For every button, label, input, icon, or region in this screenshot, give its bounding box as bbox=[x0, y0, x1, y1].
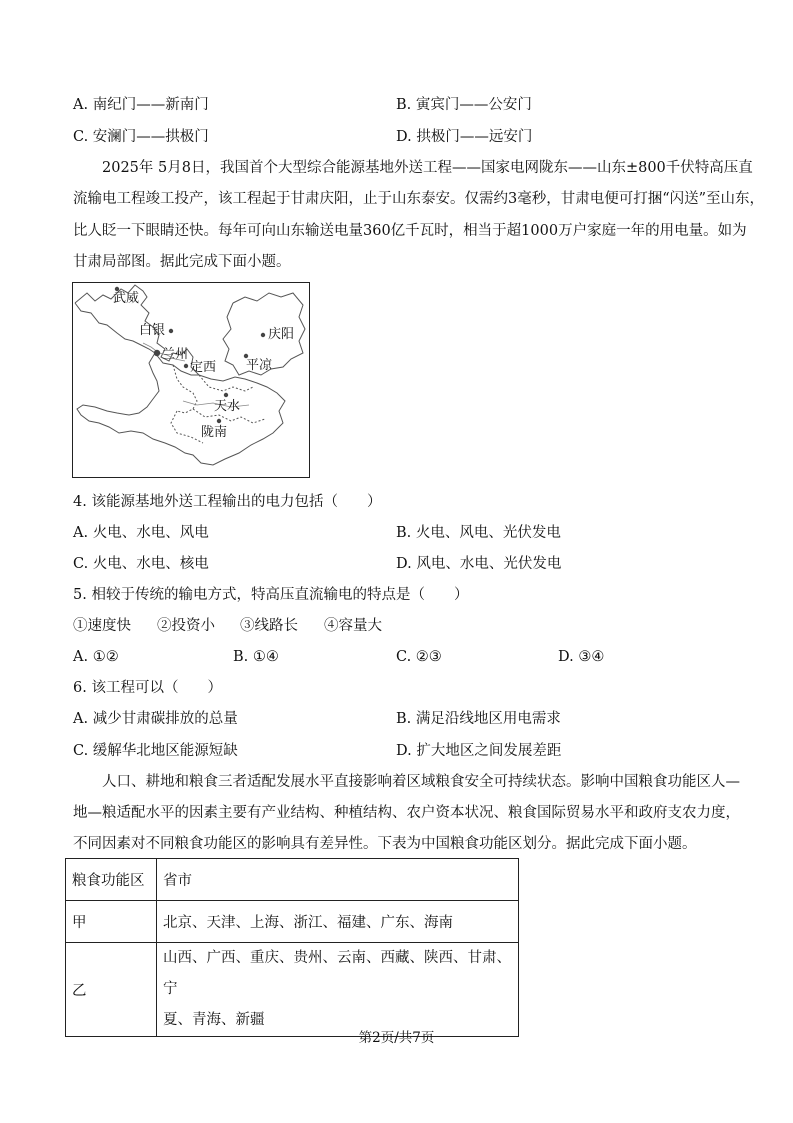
option-text: ①② bbox=[92, 649, 119, 665]
option-key: A. bbox=[73, 525, 89, 541]
prev-option-b bbox=[396, 95, 532, 115]
q5-item-1: ①速度快 bbox=[73, 618, 131, 634]
option-text: 南纪门——新南门 bbox=[92, 97, 209, 113]
option-text: 火电、风电、光伏发电 bbox=[415, 525, 561, 541]
page-footer: 第2页/共7页 bbox=[358, 1030, 435, 1046]
q5-option-c[interactable] bbox=[396, 647, 442, 667]
table-cell-provinces-line1: 北京、天津、上海、浙江、福建、广东、海南 bbox=[163, 915, 453, 931]
city-label-tianshui: 天水 bbox=[214, 399, 241, 414]
passage1-line2: 流输电工程竣工投产，该工程起于甘肃庆阳，止于山东泰安。仅需约3毫秒，甘肃电便可打捆“闪送”至山东， bbox=[73, 191, 765, 207]
option-key: D. bbox=[396, 129, 412, 145]
table-row bbox=[66, 901, 519, 943]
option-key: C. bbox=[73, 743, 89, 759]
q4-option-b[interactable] bbox=[396, 523, 561, 543]
q5-option-b[interactable] bbox=[233, 647, 279, 667]
option-text: ①④ bbox=[252, 649, 279, 665]
option-key: D. bbox=[558, 649, 574, 665]
q6-option-a[interactable] bbox=[73, 709, 238, 729]
option-text: 减少甘肃碳排放的总量 bbox=[92, 711, 238, 727]
city-label-baiyin: 白银 bbox=[139, 323, 166, 338]
q5-item-3: ③线路长 bbox=[240, 618, 298, 634]
q5-item-2: ②投资小 bbox=[157, 618, 215, 634]
q6-option-d[interactable] bbox=[396, 741, 561, 761]
passage2-line2: 地—粮适配水平的因素主要有产业结构、种植结构、农户资本状况、粮食国际贸易水平和政府支农力度， bbox=[73, 805, 740, 821]
option-key: A. bbox=[73, 711, 89, 727]
q5-item-4: ④容量大 bbox=[324, 618, 382, 634]
table-row bbox=[66, 943, 519, 1037]
map-outline bbox=[73, 283, 308, 476]
option-text: 满足沿线地区用电需求 bbox=[415, 711, 561, 727]
table-header-row bbox=[66, 859, 519, 901]
option-key: C. bbox=[73, 129, 89, 145]
q5-option-a[interactable] bbox=[73, 647, 119, 667]
option-key: B. bbox=[396, 711, 412, 727]
option-text: 寅宾门——公安门 bbox=[415, 97, 532, 113]
option-text: 扩大地区之间发展差距 bbox=[416, 743, 562, 759]
q6-option-c[interactable] bbox=[73, 741, 238, 761]
option-key: B. bbox=[233, 649, 249, 665]
q4-option-c[interactable] bbox=[73, 554, 209, 574]
q4-stem: 4. 该能源基地外送工程输出的电力包括（ ） bbox=[73, 494, 382, 510]
option-text: 缓解华北地区能源短缺 bbox=[92, 743, 238, 759]
table-cell-provinces bbox=[157, 943, 519, 1037]
passage2-line1: 人口、耕地和粮食三者适配发展水平直接影响着区域粮食安全可持续状态。影响中国粮食功能区人— bbox=[102, 774, 740, 790]
table-header-provinces: 省市 bbox=[157, 859, 519, 901]
option-key: D. bbox=[396, 556, 412, 572]
passage1-line4: 甘肃局部图。据此完成下面小题。 bbox=[73, 254, 291, 270]
table-cell-provinces bbox=[157, 901, 519, 943]
option-key: B. bbox=[396, 525, 412, 541]
option-key: C. bbox=[73, 556, 89, 572]
prev-option-c bbox=[73, 127, 209, 147]
city-label-qingyang: 庆阳 bbox=[268, 327, 295, 342]
q6-stem: 6. 该工程可以（ ） bbox=[73, 680, 222, 696]
table-cell-zone: 乙 bbox=[66, 943, 157, 1037]
q6-option-b[interactable] bbox=[396, 709, 561, 729]
table-cell-provinces-line1: 山西、广西、重庆、贵州、云南、西藏、陕西、甘肃、宁 bbox=[163, 950, 511, 997]
grain-function-zone-table bbox=[65, 858, 519, 1037]
passage1-line3: 比人眨一下眼睛还快。每年可向山东输送电量360亿千瓦时，相当于超1000万户家庭一年的用电量。如为 bbox=[73, 223, 747, 239]
option-key: D. bbox=[396, 743, 412, 759]
option-text: 安澜门——拱极门 bbox=[92, 129, 209, 145]
passage1-line1: 2025年 5月8日，我国首个大型综合能源基地外送工程——国家电网陇东——山东±800千伏特高压直 bbox=[102, 160, 753, 176]
option-key: A. bbox=[73, 649, 89, 665]
passage2-line3: 不同因素对不同粮食功能区的影响具有差异性。下表为中国粮食功能区划分。据此完成下面小题。 bbox=[73, 836, 697, 852]
prev-option-d bbox=[396, 127, 532, 147]
city-label-pingliang: 平凉 bbox=[246, 358, 273, 373]
option-key: A. bbox=[73, 97, 89, 113]
gansu-partial-map bbox=[72, 282, 310, 478]
option-text: 拱极门——远安门 bbox=[416, 129, 533, 145]
city-label-longnan: 陇南 bbox=[201, 425, 228, 440]
option-key: B. bbox=[396, 97, 412, 113]
table-cell-zone: 甲 bbox=[66, 901, 157, 943]
q4-option-d[interactable] bbox=[396, 554, 561, 574]
option-text: 火电、水电、核电 bbox=[92, 556, 209, 572]
option-text: ③④ bbox=[578, 649, 605, 665]
table-header-zone: 粮食功能区 bbox=[66, 859, 157, 901]
city-label-lanzhou: 兰州 bbox=[162, 347, 189, 362]
option-text: 风电、水电、光伏发电 bbox=[416, 556, 562, 572]
q5-stem: 5. 相较于传统的输电方式，特高压直流输电的特点是（ ） bbox=[73, 587, 469, 603]
table-cell-provinces-line2: 夏、青海、新疆 bbox=[163, 1012, 265, 1028]
city-label-dingxi: 定西 bbox=[190, 360, 217, 375]
q4-option-a[interactable] bbox=[73, 523, 209, 543]
option-key: C. bbox=[396, 649, 412, 665]
option-text: ②③ bbox=[415, 649, 442, 665]
option-text: 火电、水电、风电 bbox=[92, 525, 209, 541]
city-label-wuwei: 武威 bbox=[113, 291, 140, 306]
q5-option-d[interactable] bbox=[558, 647, 604, 667]
prev-option-a bbox=[73, 95, 209, 115]
